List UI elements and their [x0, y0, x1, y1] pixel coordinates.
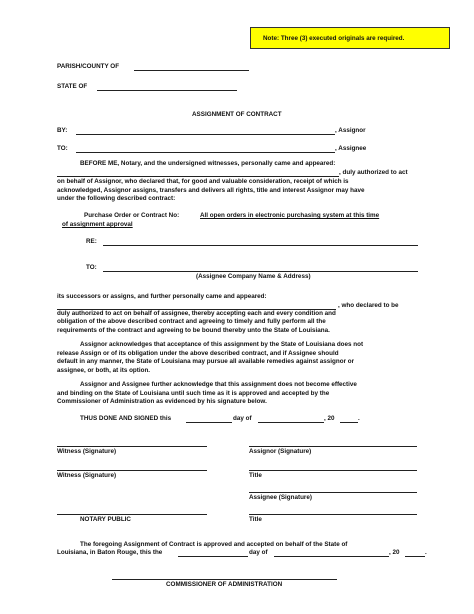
- para3-line3: default in any manner, the State of Louisiana may pursue all available remedies against assignor or: [57, 358, 355, 365]
- assignee-company-field[interactable]: [103, 271, 418, 272]
- assignor-title-label: Title: [249, 472, 262, 479]
- signed-month-field[interactable]: [258, 422, 324, 423]
- witness-sig-line-2[interactable]: [57, 470, 207, 471]
- assignor-sig-line[interactable]: [249, 446, 417, 447]
- para3-line1: Assignor acknowledges that acceptance of this assignment by the State of Louisiana does not: [80, 341, 364, 348]
- assignor-sig-label: Assignor (Signature): [249, 448, 312, 455]
- comma-20: , 20: [324, 415, 335, 422]
- witness-sig-label-2: Witness (Signature): [57, 472, 117, 479]
- to2-label: TO:: [86, 264, 97, 271]
- po-value-1: All open orders in electronic purchasing system at this time: [200, 212, 380, 219]
- para2-line2: obligation of the above described contract and agreeing to timely and fully perform all the: [57, 318, 326, 325]
- parish-label: PARISH/COUNTY OF: [57, 63, 120, 70]
- notary-public-label: NOTARY PUBLIC: [80, 516, 131, 523]
- para3-line2: release Assign or of its obligation under the above described contract, and if Assignee should: [57, 350, 339, 357]
- para5-period: .: [425, 549, 427, 556]
- para4-line2: and binding on the State of Louisiana until such time as it is approved and accepted by the: [57, 390, 330, 397]
- assignee-suffix: , Assignee: [335, 145, 367, 152]
- period: .: [358, 415, 360, 422]
- commissioner-label: COMMISSIONER OF ADMINISTRATION: [166, 581, 283, 588]
- assignor-suffix: , Assignor: [335, 127, 366, 134]
- parish-field[interactable]: [134, 70, 249, 71]
- assignor-field[interactable]: [76, 134, 335, 135]
- re-field[interactable]: [103, 245, 418, 246]
- day-of: day of: [233, 415, 252, 422]
- state-field[interactable]: [97, 90, 237, 91]
- approved-day-field[interactable]: [178, 556, 248, 557]
- para1-line3: acknowledged, Assignor assigns, transfers and delivers all rights, title and interest Assignor may have: [57, 187, 365, 194]
- witness-sig-line-1[interactable]: [57, 446, 207, 447]
- assignee-caption: (Assignee Company Name & Address): [196, 273, 311, 280]
- signed-day-field[interactable]: [186, 422, 232, 423]
- po-value-2: of assignment approval: [62, 221, 133, 228]
- para5-20: , 20: [389, 549, 400, 556]
- to-label: TO:: [57, 145, 68, 152]
- assignee-sig-label: Assignee (Signature): [249, 494, 312, 501]
- para3-line4: assignee, or both, at its option.: [57, 367, 151, 374]
- assignee-field[interactable]: [76, 152, 335, 153]
- po-label: Purchase Order or Contract No:: [84, 212, 180, 219]
- para2-line3: requirements of the contract and agreeing to be bound thereby unto the State of Louisiana.: [57, 327, 330, 334]
- para2-line1: duly authorized to act on behalf of assignee, thereby accepting each and every condition and: [57, 310, 336, 317]
- commissioner-sig-line[interactable]: [112, 579, 337, 580]
- note-text: Note: Three (3) executed originals are required.: [263, 35, 405, 42]
- approved-year-field[interactable]: [405, 556, 425, 557]
- before-me: BEFORE ME, Notary, and the undersigned witnesses, personally came and appeared:: [80, 160, 336, 167]
- signed-year-field[interactable]: [340, 422, 358, 423]
- assignee-title-label: Title: [249, 516, 262, 523]
- re-label: RE:: [86, 238, 97, 245]
- approved-month-field[interactable]: [274, 556, 389, 557]
- para5-day-of: day of: [249, 549, 268, 556]
- by-label: BY:: [57, 127, 68, 134]
- who-declared: , who declared to be: [338, 302, 399, 309]
- assignor-title-line[interactable]: [249, 470, 417, 471]
- thus-done: THUS DONE AND SIGNED this: [80, 415, 172, 422]
- assignee-title-line[interactable]: [249, 514, 417, 515]
- para5-line2: Louisiana, in Baton Rouge, this the: [57, 549, 163, 556]
- para1-line2: on behalf of Assignor, who declared that, for good and valuable consideration, receipt of which is: [57, 178, 349, 185]
- para5-line1: The foregoing Assignment of Contract is approved and accepted on behalf of the State of: [80, 541, 348, 548]
- notary-sig-line[interactable]: [57, 514, 207, 515]
- witness-sig-label-1: Witness (Signature): [57, 448, 117, 455]
- appeared-field[interactable]: [57, 176, 339, 177]
- para4-line3: Commissioner of Administration as evidenced by his signature below.: [57, 398, 267, 405]
- para4-line1: Assignor and Assignee further acknowledge that this assignment does not become effective: [80, 381, 357, 388]
- para1-line4: under the following described contract:: [57, 195, 176, 202]
- assignee-sig-line[interactable]: [249, 492, 417, 493]
- state-label: STATE OF: [57, 83, 88, 90]
- page-title: ASSIGNMENT OF CONTRACT: [192, 111, 282, 118]
- duly-auth: , duly authorized to act: [339, 169, 408, 176]
- successors-text: its successors or assigns, and further personally came and appeared:: [57, 293, 267, 300]
